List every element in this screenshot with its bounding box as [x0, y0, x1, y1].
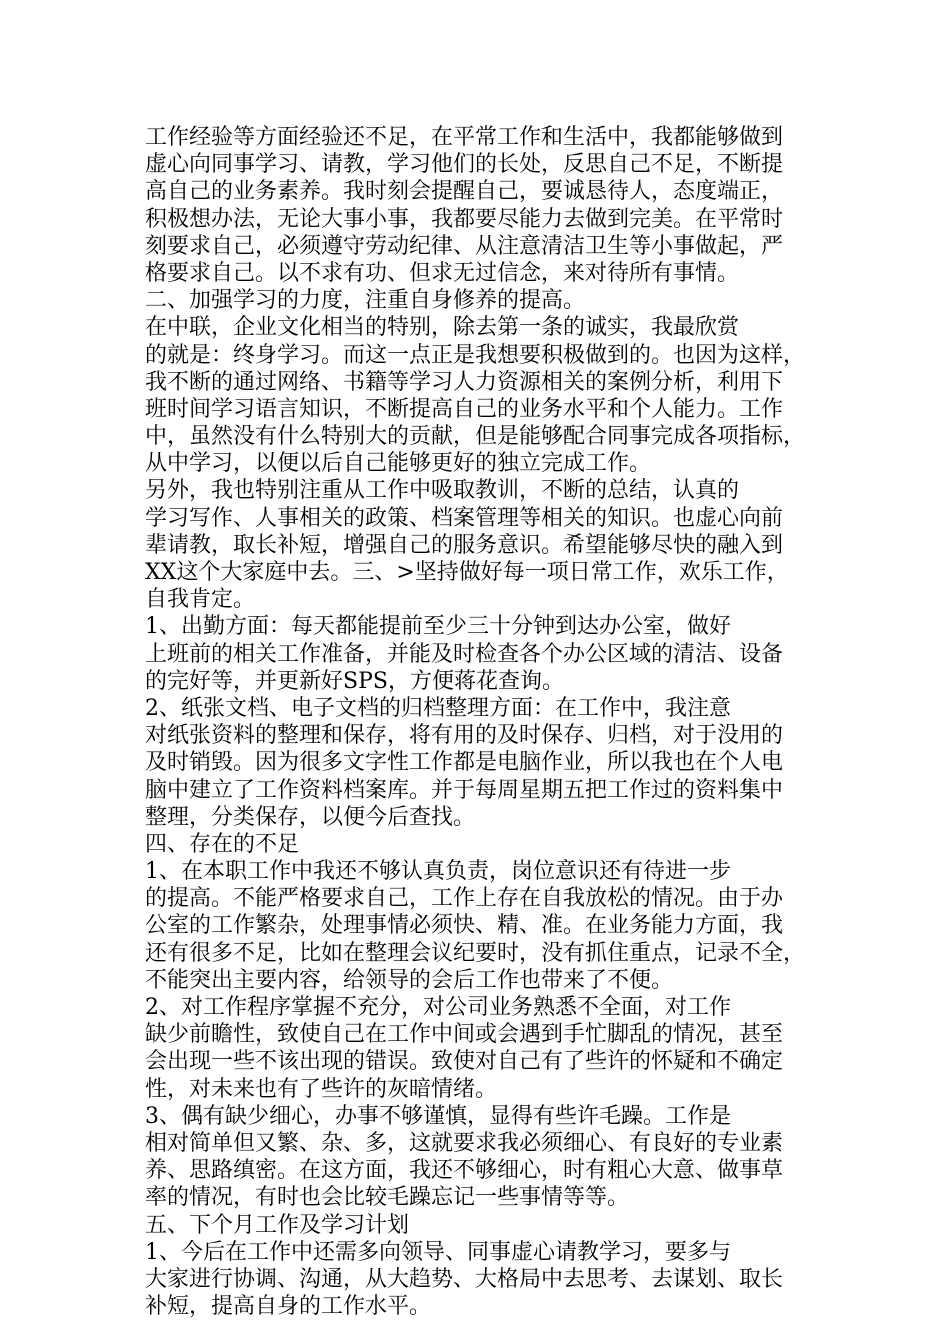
text-line: 学习写作、人事相关的政策、档案管理等相关的知识。也虚心向前	[145, 505, 784, 531]
text-line: 刻要求自己，必须遵守劳动纪律、从注意清洁卫生等小事做起，严	[145, 233, 784, 259]
text-line: 从中学习，以便以后自己能够更好的独立完成工作。	[145, 451, 652, 477]
text-line: 不能突出主要内容，给领导的会后工作也带来了不便。	[145, 967, 674, 993]
text-line: 还有很多不足，比如在整理会议纪要时，没有抓住重点，记录不全，	[145, 940, 806, 966]
text-line: 班时间学习语言知识，不断提高自己的业务水平和个人能力。工作	[145, 396, 784, 422]
text-line: 1、出勤方面：每天都能提前至少三十分钟到达办公室，做好	[145, 614, 731, 640]
text-line: 及时销毁。因为很多文字性工作都是电脑作业，所以我也在个人电	[145, 750, 784, 776]
text-line: XX这个大家庭中去。三、>坚持做好每一项日常工作，欢乐工作，	[145, 560, 789, 585]
text-line: 性，对未来也有了些许的灰暗情绪。	[145, 1076, 498, 1102]
text-line: 2、纸张文档、电子文档的归档整理方面：在工作中，我注意	[145, 695, 731, 721]
text-line: 2、对工作程序掌握不充分，对公司业务熟悉不全面，对工作	[145, 995, 731, 1020]
text-line: 公室的工作繁杂，处理事情必须快、精、准。在业务能力方面，我	[145, 913, 784, 939]
text-line: 工作经验等方面经验还不足，在平常工作和生活中，我都能够做到	[145, 125, 784, 150]
text-line: 率的情况，有时也会比较毛躁忘记一些事情等等。	[145, 1185, 630, 1211]
text-line: 另外，我也特别注重从工作中吸取教训，不断的总结，认真的	[145, 478, 740, 504]
text-line: 脑中建立了工作资料档案库。并于每周星期五把工作过的资料集中	[145, 777, 784, 803]
text-line: 辈请教，取长补短，增强自己的服务意识。希望能够尽快的融入到	[145, 532, 784, 558]
text-line: 格要求自己。以不求有功、但求无过信念，来对待所有事情。	[145, 260, 740, 286]
text-line: 整理，分类保存，以便今后查找。	[145, 804, 476, 830]
text-line: 高自己的业务素养。我时刻会提醒自己，要诚恳待人，态度端正，	[145, 179, 784, 205]
text-line: 补短，提高自身的工作水平。	[145, 1294, 432, 1320]
text-line: 中，虽然没有什么特别大的贡献，但是能够配合同事完成各项指标，	[145, 424, 806, 450]
section-heading: 二、加强学习的力度，注重自身修养的提高。	[145, 288, 586, 314]
section-heading: 五、下个月工作及学习计划	[145, 1212, 410, 1238]
text-line: 的就是：终身学习。而这一点正是我想要积极做到的。也因为这样，	[145, 342, 806, 368]
text-line: 会出现一些不该出现的错误。致使对自己有了些许的怀疑和不确定	[145, 1049, 784, 1075]
text-line: 对纸张资料的整理和保存，将有用的及时保存、归档，对于没用的	[145, 723, 784, 749]
text-line: 缺少前瞻性，致使自己在工作中间或会遇到手忙脚乱的情况，甚至	[145, 1022, 784, 1048]
section-heading: 四、存在的不足	[145, 831, 300, 857]
text-line: 积极想办法，无论大事小事，我都要尽能力去做到完美。在平常时	[145, 206, 784, 232]
text-line: 的完好等，并更新好SPS，方便蒋花查询。	[145, 668, 564, 694]
document-body	[145, 124, 810, 1320]
text-line: 上班前的相关工作准备，并能及时检查各个办公区域的清洁、设备	[145, 641, 784, 667]
text-line: 虚心向同事学习、请教，学习他们的长处，反思自己不足，不断提	[145, 152, 784, 178]
text-line: 大家进行协调、沟通，从大趋势、大格局中去思考、去谋划、取长	[145, 1266, 784, 1292]
text-line: 相对简单但又繁、杂、多，这就要求我必须细心、有良好的专业素	[145, 1130, 784, 1156]
text-line: 自我肯定。	[145, 587, 256, 613]
text-line: 在中联，企业文化相当的特别，除去第一条的诚实，我最欣赏	[145, 315, 740, 341]
text-line: 3、偶有缺少细心，办事不够谨慎，显得有些许毛躁。工作是	[145, 1103, 731, 1129]
text-line: 的提高。不能严格要求自己，工作上存在自我放松的情况。由于办	[145, 886, 784, 912]
text-line: 1、在本职工作中我还不够认真负责，岗位意识还有待进一步	[145, 859, 731, 885]
text-line: 养、思路缜密。在这方面，我还不够细心，时有粗心大意、做事草	[145, 1158, 784, 1184]
text-line: 我不断的通过网络、书籍等学习人力资源相关的案例分析，利用下	[145, 369, 784, 395]
text-line: 1、今后在工作中还需多向领导、同事虚心请教学习，要多与	[145, 1239, 731, 1265]
